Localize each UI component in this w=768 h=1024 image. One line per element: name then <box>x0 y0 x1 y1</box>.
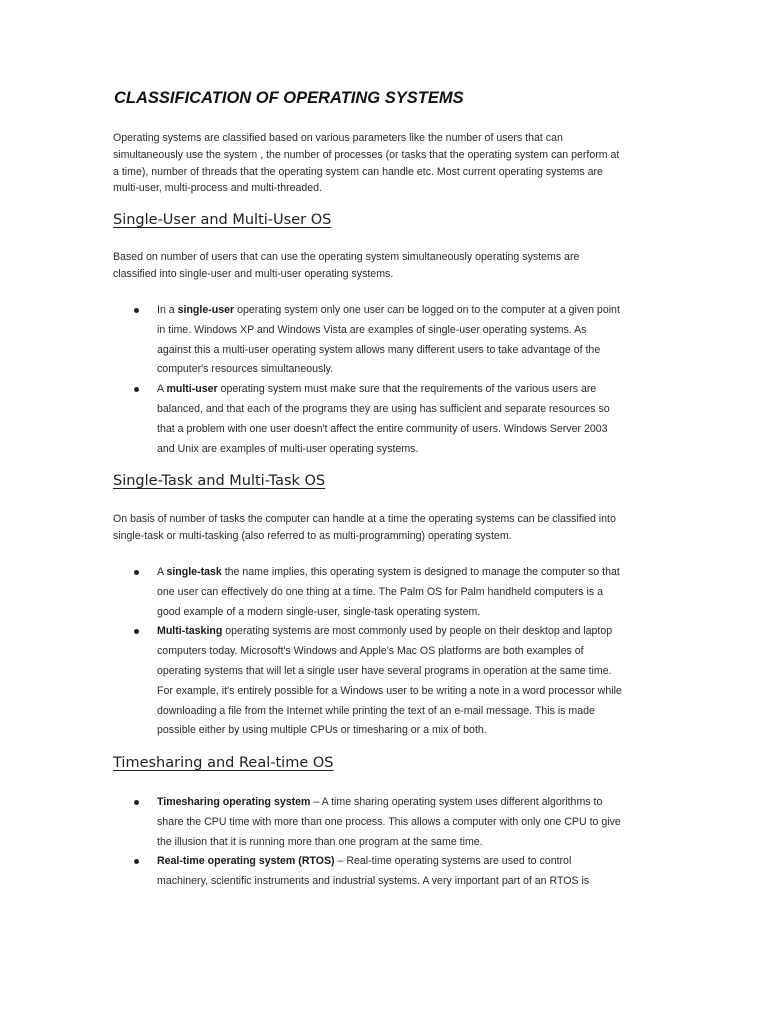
section-heading-single-multi-user: Single-User and Multi-User OS <box>113 212 332 228</box>
text-line: that a problem with one user doesn't affect the entire community of users. Windows Server 2003 <box>157 422 608 435</box>
bold-term: multi-user <box>166 383 218 396</box>
bullet-list <box>0 563 622 741</box>
bullet-icon <box>134 859 139 864</box>
bullet-icon <box>134 308 139 313</box>
bullet-icon <box>134 629 139 634</box>
text-line: Real-time operating system (RTOS) – Real-time operating systems are used to control <box>157 855 572 868</box>
text-line: In a single-user operating system only one user can be logged on to the computer at a given point <box>157 304 620 316</box>
list-item-text <box>157 563 657 622</box>
list-item-text <box>157 301 657 380</box>
section-paragraph <box>113 249 579 283</box>
list-item <box>0 622 622 741</box>
bullet-list <box>0 793 621 892</box>
bold-term: Timesharing operating system <box>157 796 311 808</box>
list-item <box>0 301 620 380</box>
text-line: A single-task the name implies, this operating system is designed to manage the computer so that <box>157 566 620 578</box>
text-line: Based on number of users that can use the operating system simultaneously operating systems are <box>113 251 580 263</box>
text-line: Operating systems are classified based on various parameters like the number of users that can <box>113 132 563 144</box>
text-line: For example, it's entirely possible for a Windows user to be writing a note in a word processor while <box>157 684 622 697</box>
bold-term: Multi-tasking <box>157 625 223 638</box>
bullet-list <box>0 301 620 459</box>
text-line: against this a multi-user operating system allows many different users to take advantage of the <box>157 343 601 356</box>
text-line: Multi-tasking operating systems are most commonly used by people on their desktop and laptop <box>157 625 613 638</box>
list-item <box>0 380 610 459</box>
list-item <box>0 563 620 622</box>
text-line: simultaneously use the system , the number of processes (or tasks that the operating system can perform at <box>113 148 620 161</box>
text-line: A multi-user operating system must make sure that the requirements of the various users are <box>157 383 597 396</box>
text-line: machinery, scientific instruments and industrial systems. A very important part of an RTOS is <box>157 875 590 888</box>
text-line: classified into single-user and multi-user operating systems. <box>113 267 394 280</box>
bold-term: single-user <box>177 304 235 316</box>
text-line: in time. Windows XP and Windows Vista are examples of single-user operating systems. As <box>157 323 587 336</box>
bullet-icon <box>134 800 139 805</box>
text-line: computer's resources simultaneously. <box>157 363 334 376</box>
list-item-text <box>157 380 657 459</box>
text-line: one user can effectively do one thing at a time. The Palm OS for Palm handheld computers is a <box>157 585 603 598</box>
text-line: operating systems that will let a single user have several programs in operation at the same time. <box>157 664 612 677</box>
bold-term: Real-time operating system (RTOS) <box>157 855 335 868</box>
list-item-text <box>157 622 657 741</box>
document-title: CLASSIFICATION OF OPERATING SYSTEMS <box>114 89 464 107</box>
intro-paragraph <box>113 130 619 197</box>
text-line: downloading a file from the Internet while printing the text of an e-mail message. This is made <box>157 704 595 717</box>
text-line: and Unix are examples of multi-user operating systems. <box>157 442 419 455</box>
text-line: computers today. Microsoft's Windows and Apple's Mac OS platforms are both examples of <box>157 645 584 658</box>
list-item <box>0 793 621 852</box>
list-item-text <box>157 793 657 852</box>
text-line: multi-user, multi-process and multi-threaded. <box>113 182 323 195</box>
list-item-text <box>157 852 657 892</box>
text-line: balanced, and that each of the programs they are using has sufficient and separate resources so <box>157 402 610 415</box>
section-heading-single-multi-task: Single-Task and Multi-Task OS <box>113 473 326 489</box>
text-line: Timesharing operating system – A time sharing operating system uses different algorithms to <box>157 796 603 808</box>
text-line: good example of a modern single-user, single-task operating system. <box>157 605 481 618</box>
bold-term: single-task <box>166 566 222 578</box>
text-line: the illusion that it is running more than one program at the same time. <box>157 835 483 848</box>
text-line: possible either by using multiple CPUs or timesharing or a mix of both. <box>157 724 487 737</box>
text-line: share the CPU time with more than one process. This allows a computer with only one CPU to give <box>157 815 621 828</box>
section-paragraph <box>113 511 616 545</box>
bullet-icon <box>134 570 139 575</box>
list-item <box>0 852 590 892</box>
text-line: single-task or multi-tasking (also referred to as multi-programming) operating system. <box>113 529 512 542</box>
bullet-icon <box>134 387 139 392</box>
text-line: a time), number of threads that the operating system can handle etc. Most current operating systems are <box>113 165 603 178</box>
text-line: On basis of number of tasks the computer can handle at a time the operating systems can be classified into <box>113 513 616 525</box>
section-heading-timesharing-realtime: Timesharing and Real-time OS <box>113 755 334 771</box>
